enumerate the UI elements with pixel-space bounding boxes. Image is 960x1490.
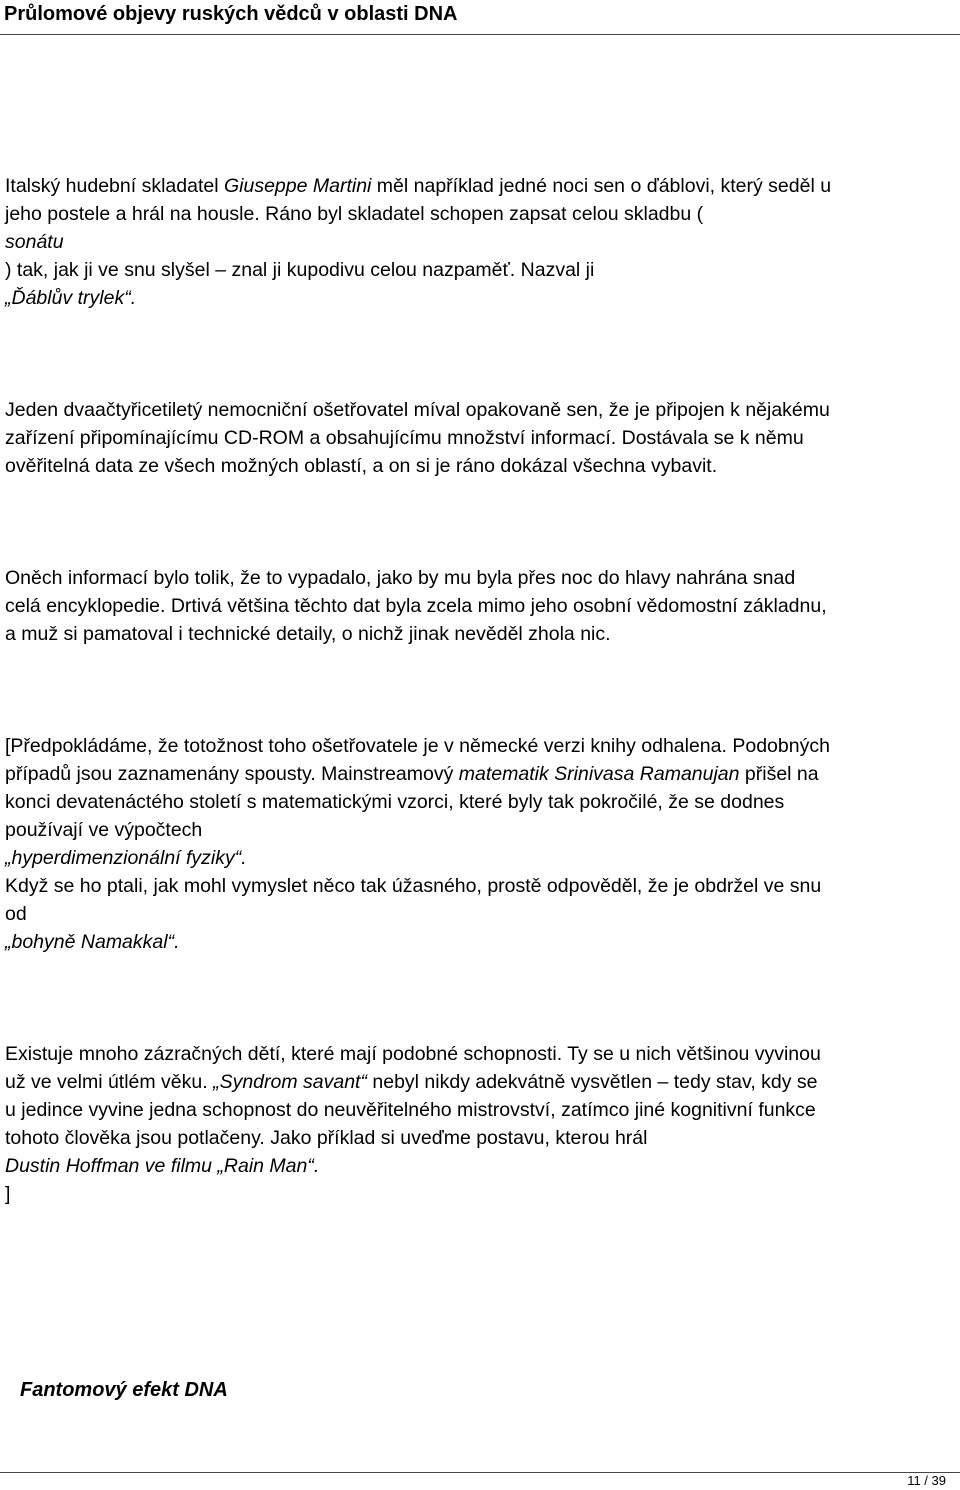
document-header-title: Průlomové objevy ruských vědců v oblasti DNA: [4, 3, 458, 25]
text-line: celá encyklopedie. Drtivá většina těchto dat byla zcela mimo jeho osobní vědomostní základnu,: [5, 595, 827, 617]
footer-divider: [0, 1472, 960, 1473]
text-line: Když se ho ptali, jak mohl vymyslet něco tak úžasného, prostě odpověděl, že je obdržel ve snu: [5, 875, 822, 897]
text-line: Oněch informací bylo tolik, že to vypadalo, jako by mu byla přes noc do hlavy nahrána snad: [5, 567, 796, 589]
italic-term-hyperdimensional-physics: „hyperdimenzionální fyziky“.: [5, 847, 247, 869]
text-line: [5, 172, 957, 200]
text-run: nebyl nikdy adekvátně vysvětlen – tedy stav, kdy se: [366, 1071, 818, 1093]
text-run: případů jsou zaznamenány spousty. Mainstreamový: [5, 763, 459, 785]
text-line: ) tak, jak ji ve snu slyšel – znal ji kupodivu celou nazpaměť. Nazval ji: [5, 259, 595, 281]
italic-title-dablu-trylek: „Ďáblův trylek“.: [5, 287, 137, 309]
text-line: [Předpokládáme, že totožnost toho ošetřovatele je v německé verzi knihy odhalena. Podobných: [5, 735, 830, 757]
text-line: tohoto člověka jsou potlačeny. Jako příklad si uveďme postavu, kterou hrál: [5, 1127, 648, 1149]
text-line: u jedince vyvine jedna schopnost do neuvěřitelného mistrovství, zatímco jiné kognitivní funkce: [5, 1099, 816, 1121]
text-line: používají ve výpočtech: [5, 819, 203, 841]
page-number: 11 / 39: [907, 1473, 946, 1488]
header-divider: [0, 34, 960, 35]
text-line: ]: [5, 1183, 11, 1205]
text-run: už ve velmi útlém věku.: [5, 1071, 214, 1093]
text-line: jeho postele a hrál na housle. Ráno byl skladatel schopen zapsat celou skladbu (: [5, 203, 704, 225]
italic-term-syndrom-savant: „Syndrom savant“: [213, 1071, 367, 1093]
text-line: Existuje mnoho zázračných dětí, které mají podobné schopnosti. Ty se u nich většinou vyvinou: [5, 1043, 821, 1065]
paragraph-encyclopedia: [5, 564, 957, 648]
text-line: zařízení připomínajícímu CD-ROM a obsahujícímu množství informací. Dostávala se k němu: [5, 427, 804, 449]
paragraph-martini: [5, 172, 957, 312]
text-line: a muž si pamatoval i technické detaily, o nichž jinak nevěděl zhola nic.: [5, 623, 611, 645]
text-line: konci devatenáctého století s matematickými vzorci, které byly tak pokročilé, že se dodnes: [5, 791, 785, 813]
section-heading: Fantomový efekt DNA: [20, 1379, 228, 1401]
paragraph-nurse-dream: [5, 396, 957, 480]
text-line: [5, 1068, 957, 1096]
paragraph-savant: [5, 1040, 957, 1208]
text-line: od: [5, 903, 27, 925]
italic-name-ramanujan: matematik Srinivasa Ramanujan: [458, 763, 740, 785]
italic-term-namakkal: „bohyně Namakkal“.: [5, 931, 180, 953]
italic-term-sonata: sonátu: [5, 231, 64, 253]
text-run: měl například jedné noci sen o ďáblovi, který seděl u: [371, 175, 832, 197]
text-line: ověřitelná data ze všech možných oblastí, a on si je ráno dokázal všechna vybavit.: [5, 455, 718, 477]
text-run: přišel na: [739, 763, 819, 785]
text-line: [5, 760, 957, 788]
italic-name-martini: Giuseppe Martini: [223, 175, 372, 197]
text-run: Italský hudební skladatel: [5, 175, 224, 197]
paragraph-ramanujan: [5, 732, 957, 956]
italic-reference-rain-man: Dustin Hoffman ve filmu „Rain Man“.: [5, 1155, 320, 1177]
text-line: Jeden dvaačtyřicetiletý nemocniční ošetřovatel míval opakovaně sen, že je připojen k nějakému: [5, 399, 830, 421]
